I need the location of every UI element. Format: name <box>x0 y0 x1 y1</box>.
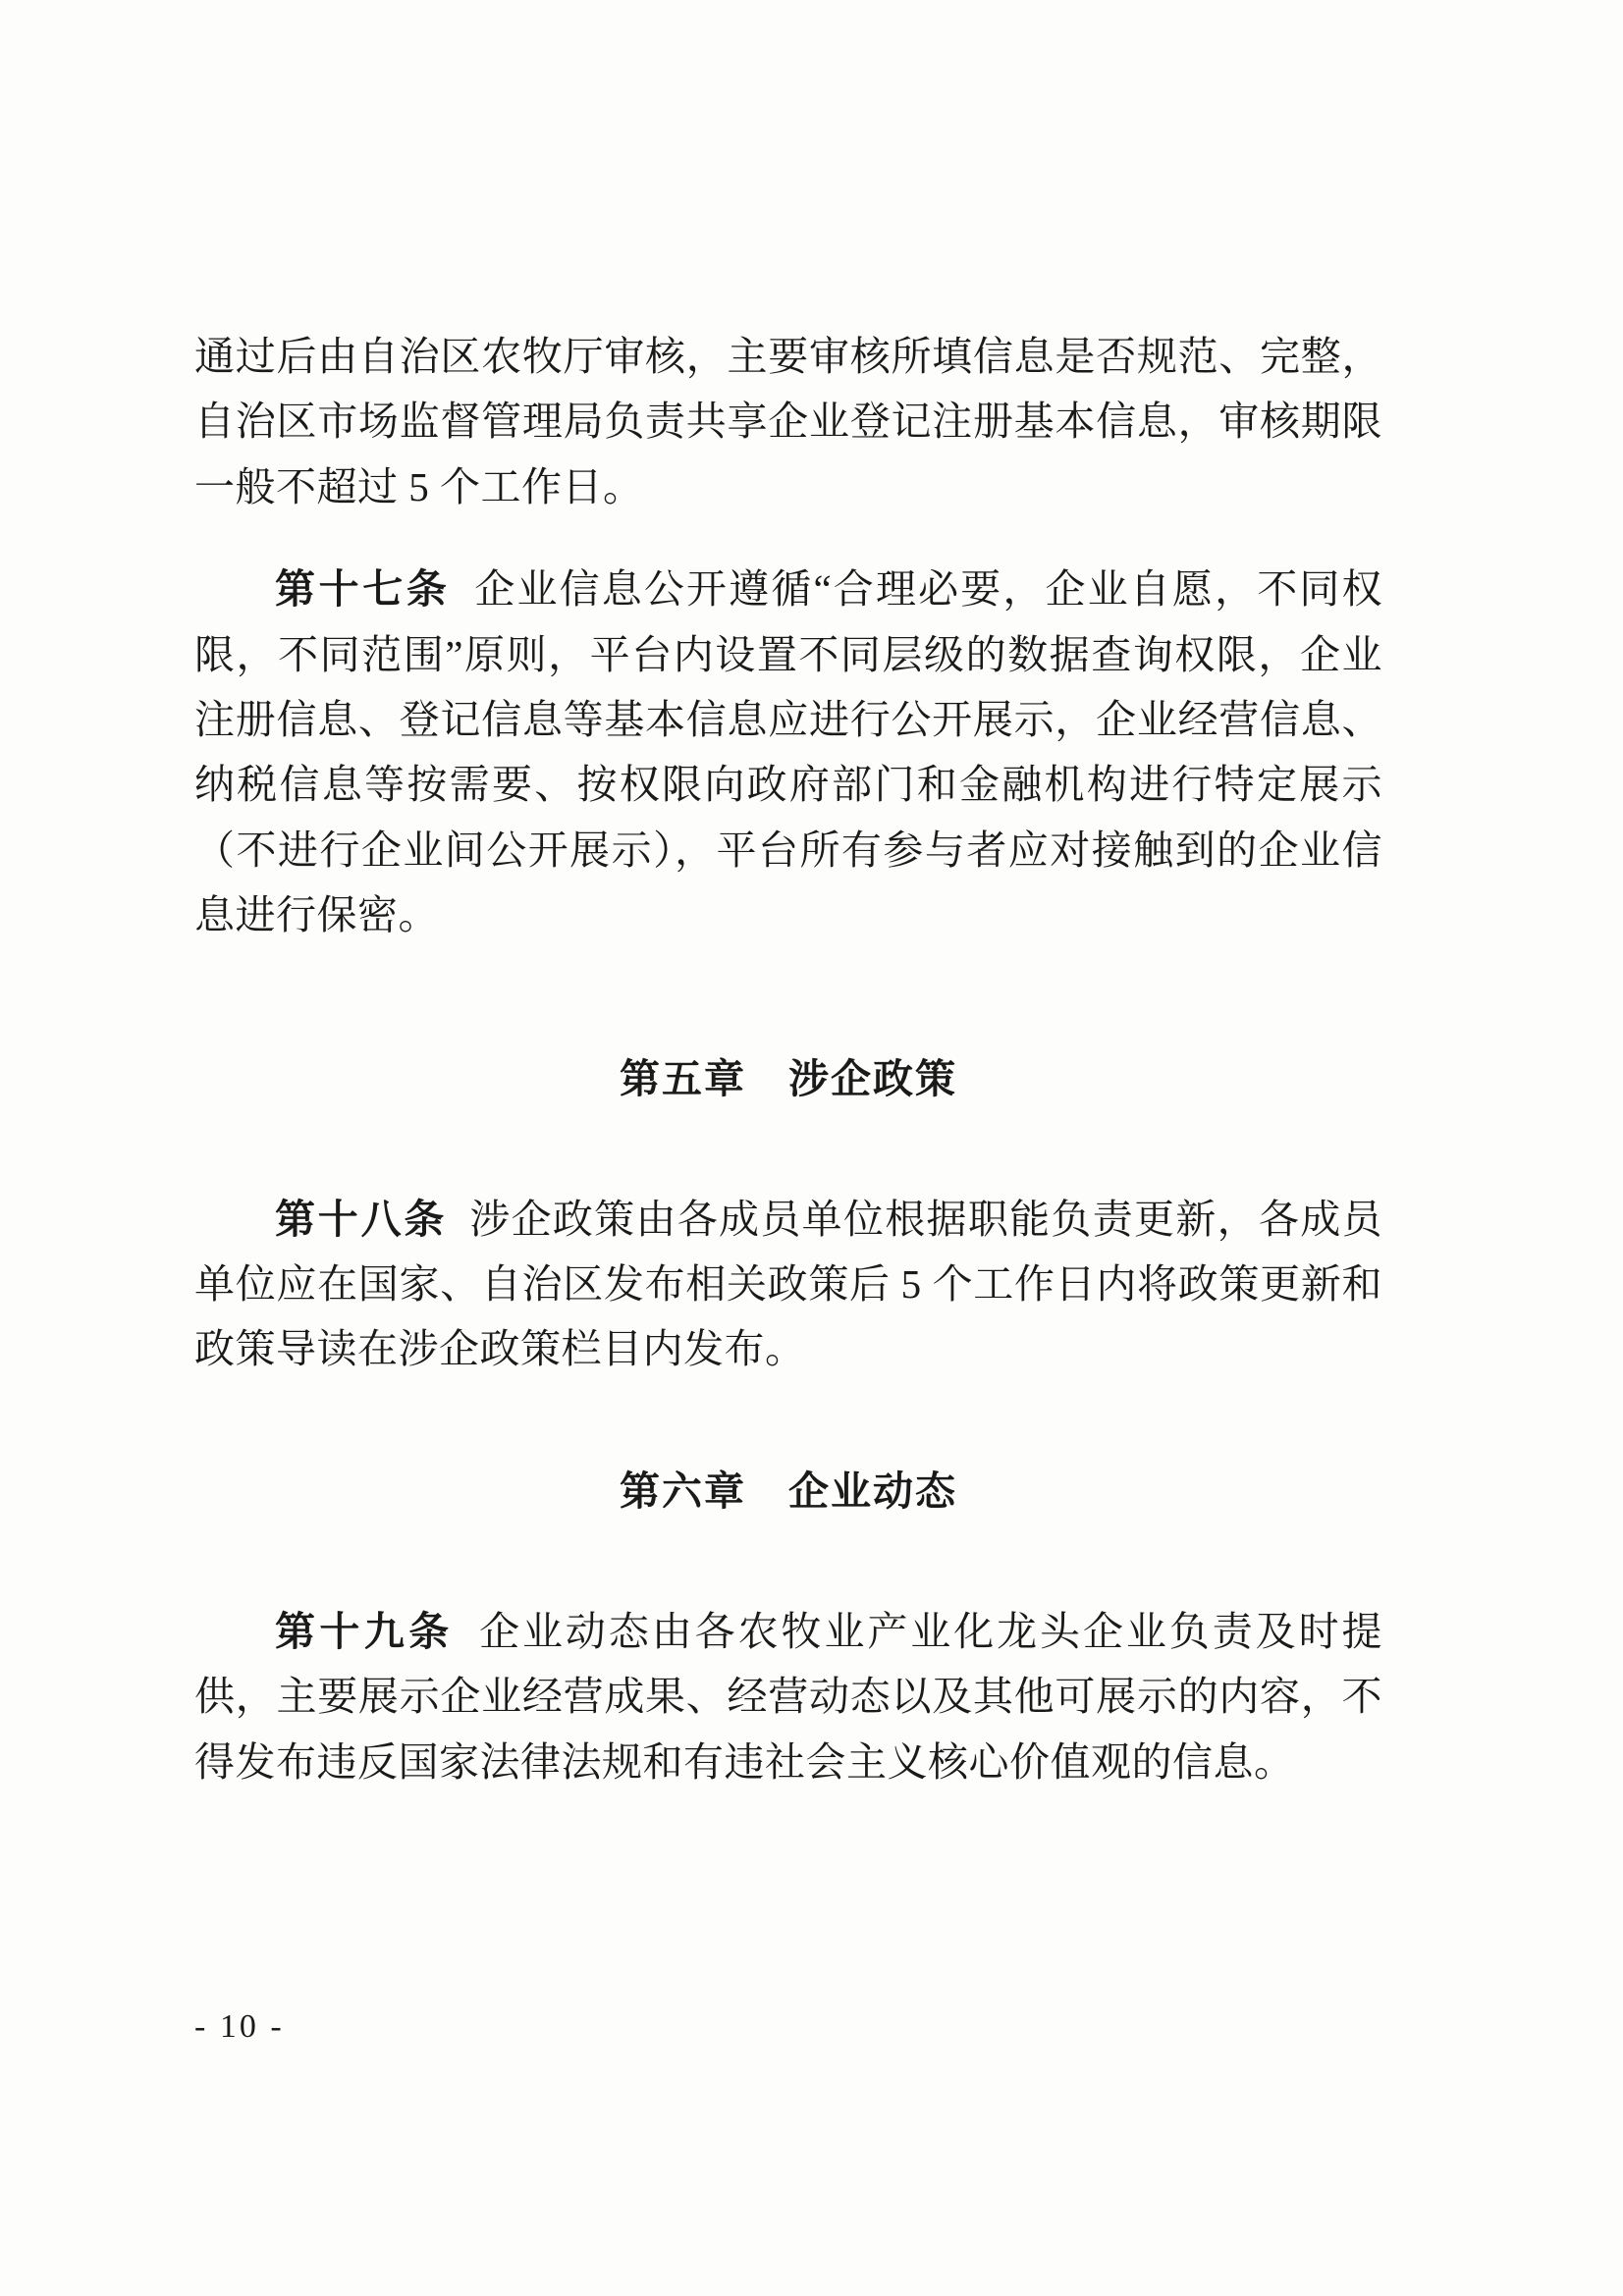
article-17-label: 第十七条 <box>275 566 451 613</box>
article-18-paragraph <box>194 1187 1382 1382</box>
chapter-6-heading: 第六章 企业动态 <box>620 1468 957 1514</box>
article-19-label: 第十九条 <box>275 1608 454 1654</box>
chapter-spacer-bottom <box>194 1104 1382 1187</box>
article-17-text: 企业信息公开遵循“合理必要，企业自愿，不同权限，不同范围”原则，平台内设置不同层级的数据查询权限，企业注册信息、登记信息等基本信息应进行公开展示，企业经营信息、纳税信息等按需要、按权限向政府部门和金融机构进行特定展示（不进行企业间公开展示），平台所有参与者应对接触到的企业信息进行保密。 <box>194 566 1382 938</box>
article-18-label: 第十八条 <box>275 1196 448 1242</box>
article-17-paragraph <box>194 557 1382 947</box>
article-18-text: 涉企政策由各成员单位根据职能负责更新，各成员单位应在国家、自治区发布相关政策后 5 个工作日内将政策更新和政策导读在涉企政策栏目内发布。 <box>194 1196 1383 1372</box>
chapter6-spacer-bottom <box>194 1517 1382 1599</box>
chapter-spacer-top <box>194 952 1382 1046</box>
chapter-5-heading: 第五章 涉企政策 <box>620 1055 957 1101</box>
document-body <box>194 324 1382 1798</box>
article-19-text: 企业动态由各农牧业产业化龙头企业负责及时提供，主要展示企业经营成果、经营动态以及其他可展示的内容，不得发布违反国家法律法规和有违社会主义核心价值观的信息。 <box>194 1608 1383 1785</box>
paragraph-spacer <box>194 523 1382 557</box>
article-19-paragraph <box>194 1599 1382 1794</box>
chapter6-spacer-top <box>194 1386 1382 1459</box>
paragraph-continuation: 通过后由自治区农牧厅审核，主要审核所填信息是否规范、完整，自治区市场监督管理局负责共享企业登记注册基本信息，审核期限一般不超过 5 个工作日。 <box>194 334 1382 509</box>
page-number: - 10 - <box>194 2008 285 2045</box>
